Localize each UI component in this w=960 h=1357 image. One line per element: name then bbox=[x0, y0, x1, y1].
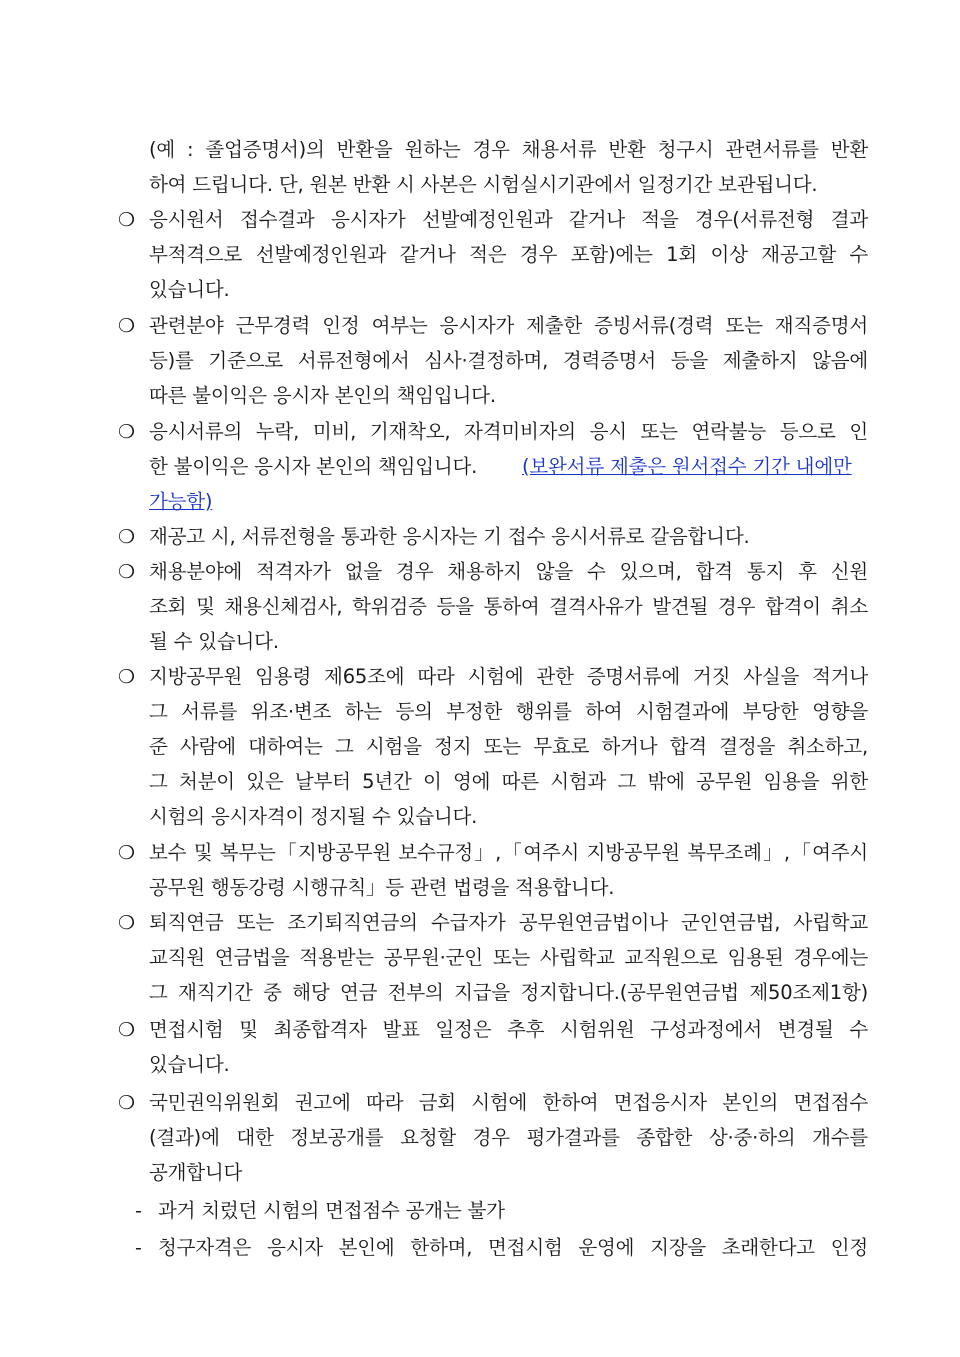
dash-marker: - bbox=[135, 1237, 142, 1259]
text-line: 등)를 기준으로 서류전형에서 심사·결정하며, 경력증명서 등을 제출하지 않음에 bbox=[149, 349, 868, 372]
text-line: 관련분야 근무경력 인정 여부는 응시자가 제출한 증빙서류(경력 또는 재직증명서 bbox=[149, 314, 868, 337]
text-line: 채용분야에 적격자가 없을 경우 채용하지 않을 수 있으며, 합격 통지 후 신원 bbox=[149, 560, 868, 583]
supplement-notice-link-continued[interactable]: 가능함) bbox=[149, 490, 213, 513]
bullet-icon: ❍ bbox=[118, 526, 136, 548]
bullet-icon: ❍ bbox=[118, 561, 136, 583]
text-line: 그 재직기간 중 해당 연금 전부의 지급을 정지합니다.(공무원연금법 제50조제1항) bbox=[149, 981, 868, 1004]
text-line: 따른 불이익은 응시자 본인의 책임입니다. bbox=[149, 384, 496, 407]
text-line: 한 불이익은 응시자 본인의 책임입니다. bbox=[149, 455, 478, 478]
text-line: 조회 및 채용신체검사, 학위검증 등을 통하여 결격사유가 발견될 경우 합격이 취소 bbox=[149, 595, 868, 618]
bullet-icon: ❍ bbox=[118, 315, 136, 337]
text-line: 있습니다. bbox=[149, 278, 230, 301]
text-line: 재공고 시, 서류전형을 통과한 응시자는 기 접수 응시서류로 갈음합니다. bbox=[149, 525, 750, 548]
text-line: 될 수 있습니다. bbox=[149, 630, 279, 653]
bullet-icon: ❍ bbox=[118, 666, 136, 688]
text-line: 퇴직연금 또는 조기퇴직연금의 수급자가 공무원연금법이나 군인연금법, 사립학교 bbox=[149, 911, 868, 934]
bullet-icon: ❍ bbox=[118, 842, 136, 864]
text-line: 하여 드립니다. 단, 원본 반환 시 사본은 시험실시기관에서 일정기간 보관됩니다. bbox=[149, 173, 818, 196]
text-line: 응시서류의 누락, 미비, 기재착오, 자격미비자의 응시 또는 연락불능 등으로 인 bbox=[149, 420, 868, 443]
text-line: 국민권익위원회 권고에 따라 금회 시험에 한하여 면접응시자 본인의 면접점수 bbox=[149, 1091, 868, 1114]
bullet-icon: ❍ bbox=[118, 209, 136, 231]
bullet-icon: ❍ bbox=[118, 1092, 136, 1114]
bullet-icon: ❍ bbox=[118, 1019, 136, 1041]
text-line: 공개합니다 bbox=[149, 1161, 243, 1184]
text-line: 부적격으로 선발예정인원과 같거나 적은 경우 포함)에는 1회 이상 재공고할 수 bbox=[149, 243, 868, 266]
text-line: 시험의 응시자격이 정지될 수 있습니다. bbox=[149, 805, 478, 828]
supplement-notice-link[interactable]: (보완서류 제출은 원서접수 기간 내에만 bbox=[522, 455, 852, 478]
bullet-icon: ❍ bbox=[118, 421, 136, 443]
text-line: 응시원서 접수결과 응시자가 선발예정인원과 같거나 적을 경우(서류전형 결과 bbox=[149, 208, 868, 231]
sub-item-text: 과거 치렀던 시험의 면접점수 공개는 불가 bbox=[158, 1199, 505, 1222]
sub-item-text: 청구자격은 응시자 본인에 한하며, 면접시험 운영에 지장을 초래한다고 인정 bbox=[158, 1236, 868, 1259]
text-line: 그 서류를 위조·변조 하는 등의 부정한 행위를 하여 시험결과에 부당한 영향을 bbox=[149, 700, 868, 723]
text-line: 교직원 연금법을 적용받는 공무원·군인 또는 사립학교 교직원으로 임용된 경우에는 bbox=[149, 946, 868, 969]
bullet-icon: ❍ bbox=[118, 912, 136, 934]
text-line: 지방공무원 임용령 제65조에 따라 시험에 관한 증명서류에 거짓 사실을 적거나 bbox=[149, 665, 868, 688]
text-line: 있습니다. bbox=[149, 1053, 230, 1076]
text-line: (결과)에 대한 정보공개를 요청할 경우 평가결과를 종합한 상·중·하의 개수를 bbox=[149, 1126, 868, 1149]
text-line: 그 처분이 있은 날부터 5년간 이 영에 따른 시험과 그 밖에 공무원 임용을 위한 bbox=[149, 770, 868, 793]
text-line: 공무원 행동강령 시행규칙」등 관련 법령을 적용합니다. bbox=[149, 876, 615, 899]
text-line: 면접시험 및 최종합격자 발표 일정은 추후 시험위원 구성과정에서 변경될 수 bbox=[149, 1018, 868, 1041]
text-line: (예 : 졸업증명서)의 반환을 원하는 경우 채용서류 반환 청구시 관련서류를 반환 bbox=[149, 138, 868, 161]
text-line: 보수 및 복무는「지방공무원 보수규정」,「여주시 지방공무원 복무조례」,「여주시 bbox=[149, 841, 868, 864]
text-line: 준 사람에 대하여는 그 시험을 정지 또는 무효로 하거나 합격 결정을 취소하고, bbox=[149, 735, 868, 758]
dash-marker: - bbox=[135, 1200, 142, 1222]
